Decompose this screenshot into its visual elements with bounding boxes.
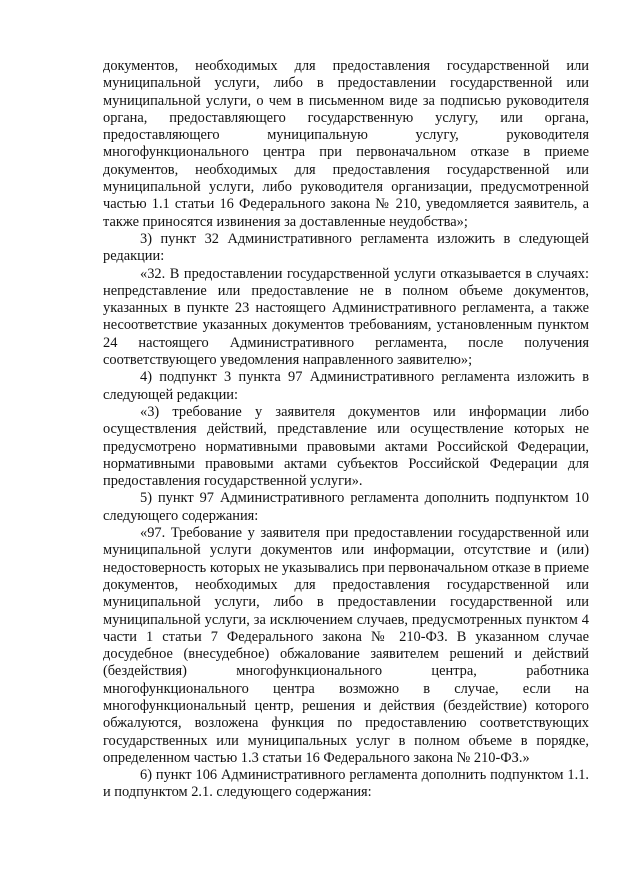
paragraph-item-4: 4) подпункт 3 пункта 97 Административного регламента изложить в следующей редакции: bbox=[103, 369, 589, 403]
document-body bbox=[103, 58, 589, 802]
paragraph-quote-32: «32. В предоставлении государственной услуги отказывается в случаях: непредставление или предоставление не в полном объеме документов, указанных в пункте 23 настоящего Административного регламента, а также несоответствие указанных документов требованиям, установленным пунктом 24 настоящего Административного регламента, после получения соответствующего уведомления направленного заявителю»; bbox=[103, 265, 589, 369]
paragraph-item-3: 3) пункт 32 Административного регламента изложить в следующей редакции: bbox=[103, 230, 589, 265]
paragraph-continuation: документов, необходимых для предоставления государственной или муниципальной услуги, либо в предоставлении государственной или муниципальной услуги, о чем в письменном виде за подписью руководителя органа, предоставляющего государственную услугу, или органа, предоставляющего муниципальную услугу, руководителя многофункционального центра при первоначальном отказе в приеме документов, необходимых для предоставления государственной или муниципальной услуги, либо руководителя организации, предусмотренной частью 1.1 статьи 16 Федерального закона № 210, уведомляется заявитель, а также приносятся извинения за доставленные неудобства»; bbox=[103, 58, 589, 230]
paragraph-item-6: 6) пункт 106 Административного регламента дополнить подпунктом 1.1. и подпунктом 2.1. следующего содержания: bbox=[103, 767, 589, 801]
paragraph-item-5: 5) пункт 97 Административного регламента дополнить подпунктом 10 следующего содержания: bbox=[103, 490, 589, 524]
paragraph-quote-sub-3: «3) требование у заявителя документов или информации либо осуществления действий, представление или осуществление которых не предусмотрено нормативными правовыми актами Российской Федерации, нормативными правовыми актами субъектов Российской Федерации для предоставления государственной услуги». bbox=[103, 403, 589, 490]
paragraph-quote-97: «97. Требование у заявителя при предоставлении государственной или муниципальной услуги документов или информации, отсутствие и (или) недостоверность которых не указывались при первоначальном отказе в приеме документов, необходимых для предоставления государственной или муниципальной услуги, либо в предоставлении государственной или муниципальной услуги, за исключением случаев, предусмотренных пунктом 4 части 1 статьи 7 Федерального закона № 210-ФЗ. В указанном случае досудебное (внесудебное) обжалование заявителем решений и действий (бездействия) многофункционального центра, работника многофункционального центра возможно в случае, если на многофункциональный центр, решения и действия (бездействие) которого обжалуются, возложена функция по предоставлению соответствующих государственных или муниципальных услуг в полном объеме в порядке, определенном частью 1.3 статьи 16 Федерального закона № 210-ФЗ.» bbox=[103, 525, 589, 766]
